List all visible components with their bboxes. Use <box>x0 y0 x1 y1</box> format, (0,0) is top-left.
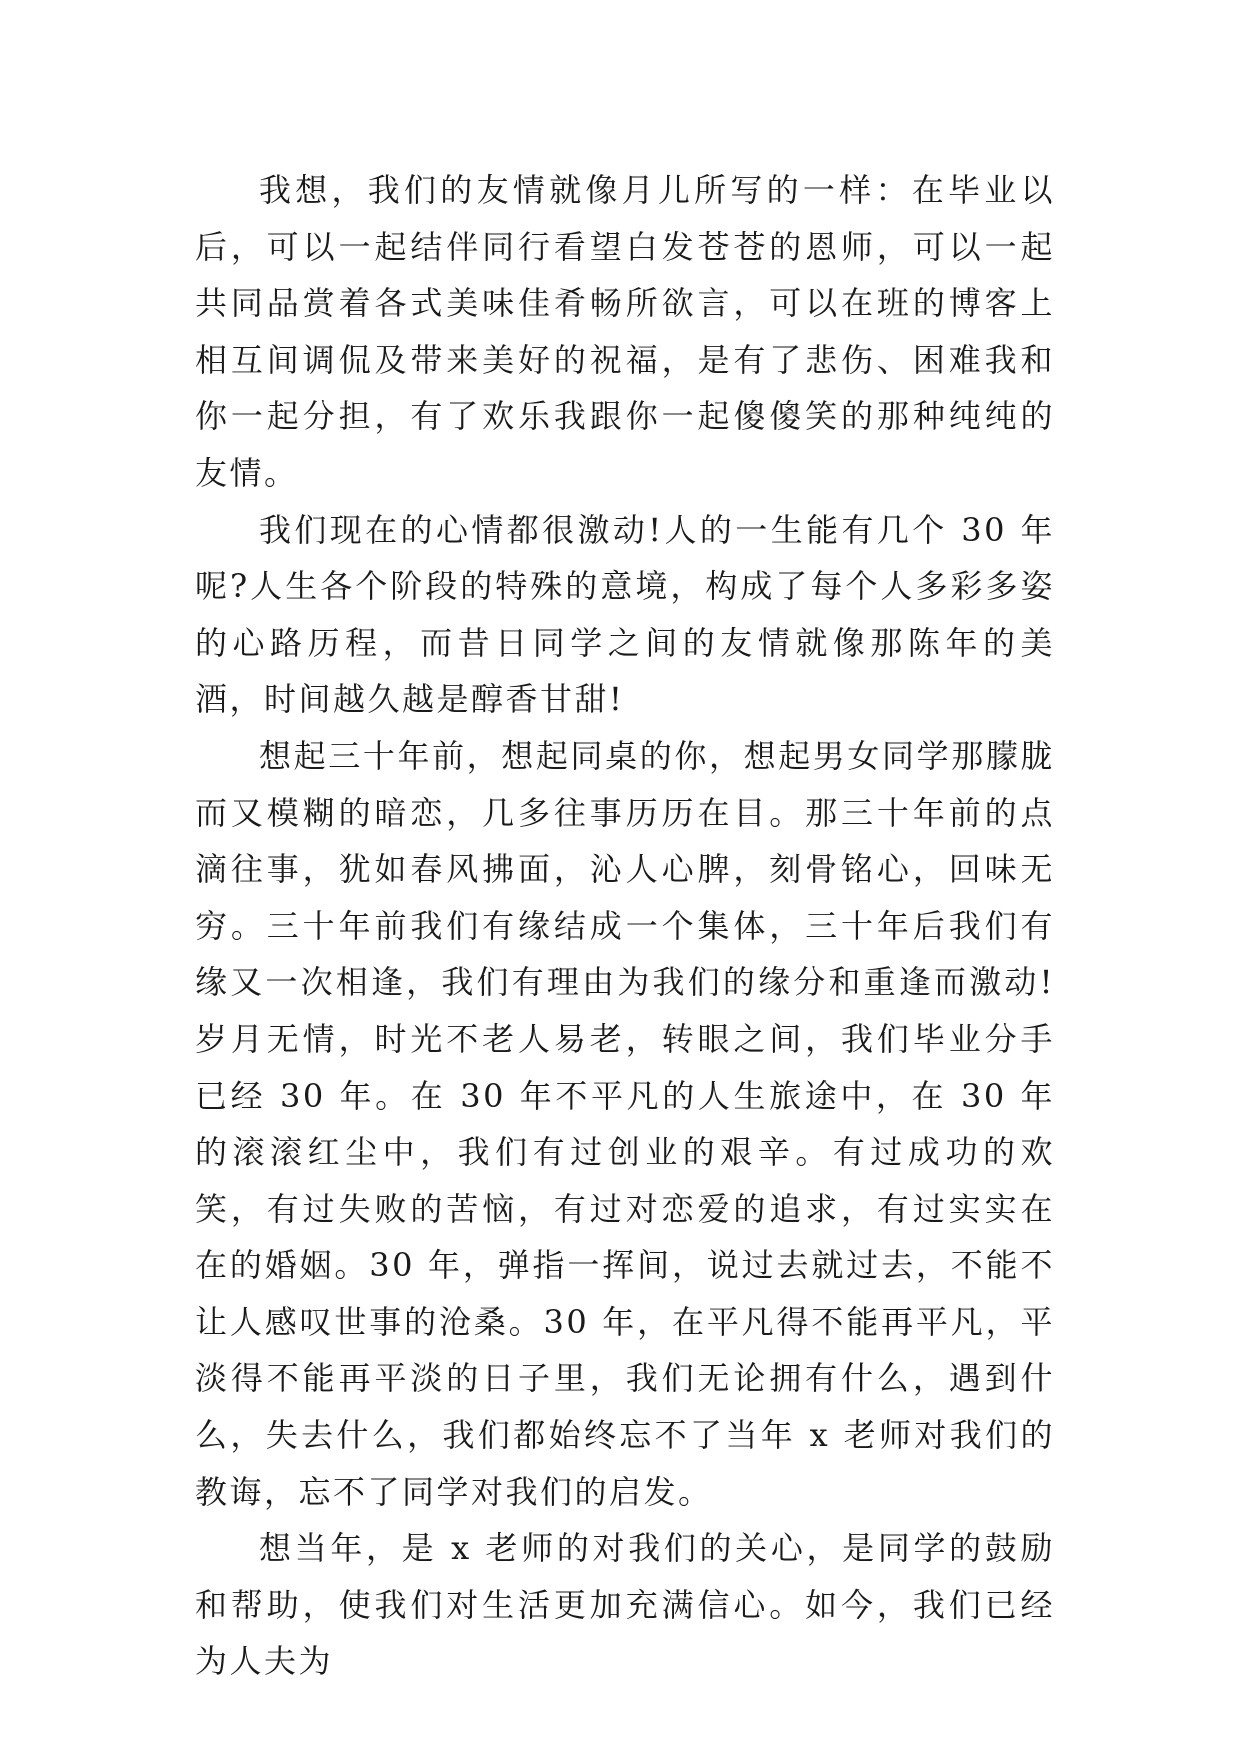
document-body <box>195 162 1055 1690</box>
paragraph-4: 想当年，是 x 老师的对我们的关心，是同学的鼓励和帮助，使我们对生活更加充满信心。如今，我们已经为人夫为 <box>195 1529 1055 1681</box>
paragraph-2: 我们现在的心情都很激动!人的一生能有几个 30 年呢?人生各个阶段的特殊的意境，构成了每个人多彩多姿的心路历程，而昔日同学之间的友情就像那陈年的美酒，时间越久越是醇香甘甜! <box>195 510 1055 719</box>
paragraph-3: 想起三十年前，想起同桌的你，想起男女同学那朦胧而又模糊的暗恋，几多往事历历在目。那三十年前的点滴往事，犹如春风拂面，沁人心脾，刻骨铭心，回味无穷。三十年前我们有缘结成一个集体，三十年后我们有缘又一次相逢，我们有理由为我们的缘分和重逢而激动!岁月无情，时光不老人易老，转眼之间，我们毕业分手已经 30 年。在 30 年不平凡的人生旅途中，在 30 年的滚滚红尘中，我们有过创业的艰辛。有过成功的欢笑，有过失败的苦恼，有过对恋爱的追求，有过实实在在的婚姻。30 年，弹指一挥间，说过去就过去，不能不让人感叹世事的沧桑。30 年，在平凡得不能再平凡，平淡得不能再平淡的日子里，我们无论拥有什么，遇到什么，失去什么，我们都始终忘不了当年 x 老师对我们的教诲，忘不了同学对我们的启发。 <box>195 736 1055 1511</box>
paragraph-1: 我想，我们的友情就像月儿所写的一样：在毕业以后，可以一起结伴同行看望白发苍苍的恩师，可以一起共同品赏着各式美味佳肴畅所欲言，可以在班的博客上相互间调侃及带来美好的祝福，是有了悲伤、困难我和你一起分担，有了欢乐我跟你一起傻傻笑的那种纯纯的友情。 <box>195 171 1055 492</box>
